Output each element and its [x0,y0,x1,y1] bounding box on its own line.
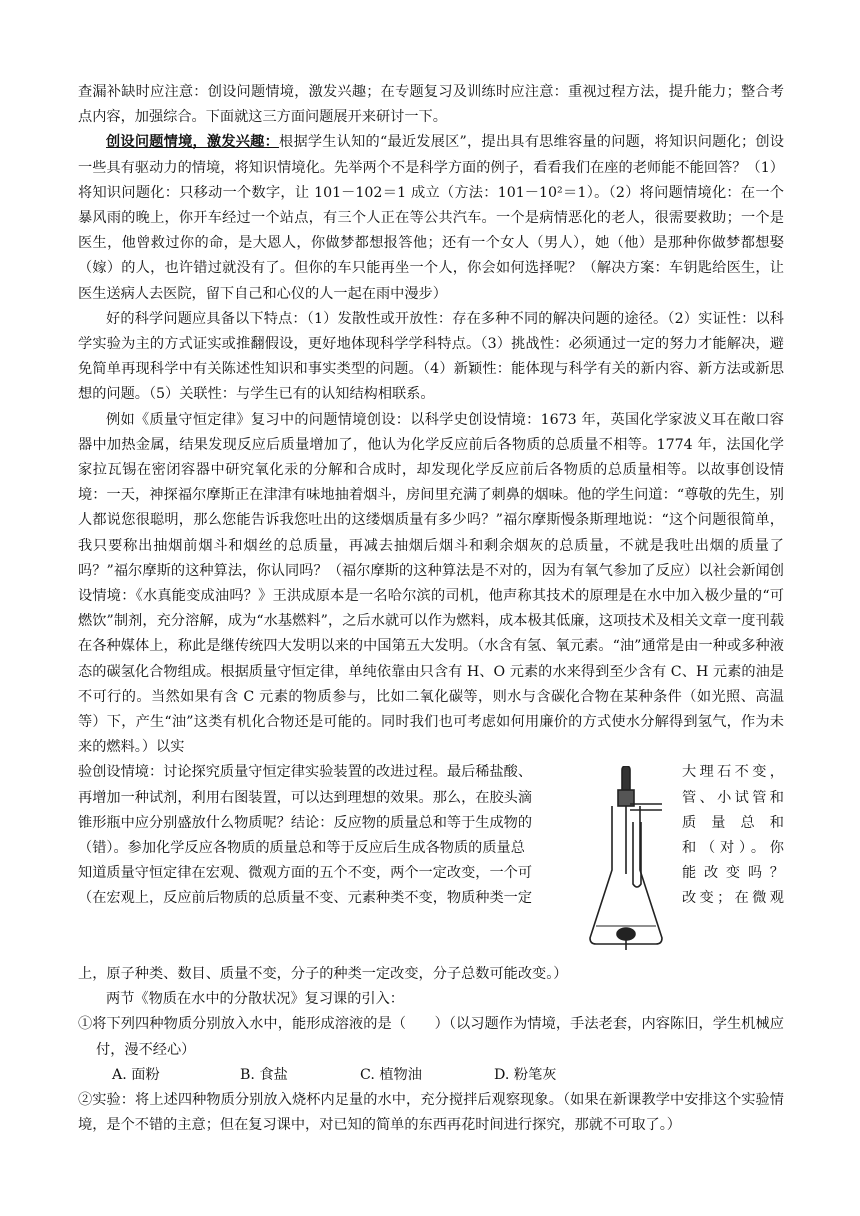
question-item-2: ②实验：将上述四种物质分别放入烧杯内足量的水中，充分搅拌后观察现象。（如果在新课教学中安排这个实验情境，是个不错的主意；但在复习课中，对已知的简单的东西再花时间进行探究，那就不可取了。） [78,1092,784,1134]
section-heading: 创设问题情境，激发兴趣： [106,134,280,151]
wrap-right-line: 大理石不变， [682,764,784,781]
wrap-right-line: 管、小试管和 [682,789,784,806]
option-a: A. 面粉 [112,1066,160,1083]
wrap-left-line: 锥形瓶中应分别盛放什么物质呢？结论：反应物的质量总和等于生成物的 [78,814,533,831]
question-item-1: ①将下列四种物质分别放入水中，能形成溶液的是（ ）（以习题作为情境，手法老套，内容陈旧，学生机械应付，漫不经心） [78,1016,784,1058]
option-c: C. 植物油 [360,1066,422,1083]
wrap-left-column [78,760,608,911]
wrap-left-line: 验创设情境：讨论探究质量守恒定律实验装置的改进过程。最后稀盐酸、 [78,764,533,781]
paragraph-intro: 查漏补缺时应注意：创设问题情境，激发兴趣；在专题复习及训练时应注意：重视过程方法，提升能力；整合考点内容，加强综合。下面就这三方面问题展开来研讨一下。 [78,84,784,126]
wrap-right-column [682,760,784,911]
paragraph-problem-situation [78,130,784,306]
wrap-left-line: （在宏观上，反应前后物质的总质量不变、元素种类不变，物质种类一定 [78,890,533,907]
dropper-bulb [622,766,630,790]
paragraph-example: 例如《质量守恒定律》复习中的问题情境创设：以科学史创设情境：1673 年，英国化学家波义耳在敞口容器中加热金属，结果发现反应后质量增加了，他认为化学反应前后各物质的总质量不相等。1774 年，法国化学家拉瓦锡在密闭容器中研究氧化汞的分解和合成时，却发现化学反应前后各物质的总质量相等。以故事创设情境：一天，神探福尔摩斯正在津津有味地抽着烟斗，房间里充满了刺鼻的烟味。他的学生问道：“尊敬的先生，别人都说您很聪明，那么您能告诉我您吐出的这缕烟质量有多少吗？”福尔摩斯慢条斯理地说：“这个问题很简单，我只要称出抽烟前烟斗和烟丝的总质量，再减去抽烟后烟斗和剩余烟灰的总质量，不就是我吐出烟的质量了吗？”福尔摩斯的这种算法，你认同吗？（福尔摩斯的这种算法是不对的，因为有氧气参加了反应）以社会新闻创设情境：《水真能变成油吗？》王洪成原本是一名哈尔滨的司机，他声称其技术的原理是在水中加入极少量的“可燃饮”制剂，充分溶解，成为“水基燃料”，之后水就可以作为燃料，成本极其低廉，这项技术及相关文章一度刊载在各种媒体上，称此是继传统四大发明以来的中国第五大发明。（水含有氢、氧元素。“油”通常是由一种或多种液态的碳氢化合物组成。根据质量守恒定律，单纯依靠由只含有 H、O 元素的水来得到至少含有 C、H 元素的油是不可行的。当然如果有含 C 元素的物质参与，比如二氧化碳等，则水与含碳化合物在某种条件（如光照、高温等）下，产生“油”这类有机化合物还是可能的。同时我们也可考虑如何用廉价的方式使水分解得到氢气，作为未来的燃料。）以实 [78,411,784,756]
paragraph-body: 根据学生认知的“最近发展区”，提出具有思维容量的问题，将知识问题化；创设一些具有驱动力的情境，将知识情境化。先举两个不是科学方面的例子，看看我们在座的老师能不能回答？（1）将知识问题化：只移动一个数字，让 101－102＝1 成立（方法：101－10²＝1）。（2）将问题情境化：在一个暴风雨的晚上，你开车经过一个站点，有三个人正在等公共汽车。一个是病情恶化的老人，很需要救助；一个是医生，他曾救过你的命，是大恩人，你做梦都想报答他；还有一个女人（男人），她（他）是那种你做梦都想娶（嫁）的人，也许错过就没有了。但你的车只能再坐一个人，你会如何选择呢？（解决方案：车钥匙给医生，让医生送病人去医院，留下自己和心仪的人一起在雨中漫步） [78,134,784,302]
document-page [78,80,784,1139]
wrap-left-line: 知道质量守恒定律在宏观、微观方面的五个不变，两个一定改变，一个可 [78,865,533,882]
wrap-right-line: 质 量 总 和 [682,814,784,831]
option-b: B. 食盐 [240,1066,288,1083]
wrap-left-line: （错）。参加化学反应各物质的质量总和等于反应后生成各物质的质量总 [78,840,525,857]
answer-options [78,1063,784,1088]
lesson-intro-heading: 两节《物质在水中的分散状况》复习课的引入： [106,991,404,1008]
wrap-right-line: 改变；在微观 [682,890,784,907]
wrap-right-line: 能 改 变 吗 ？ [682,865,784,882]
flask-apparatus-figure [586,766,666,954]
wrap-right-line: 和（对）。你 [682,840,784,857]
paragraph-features: 好的科学问题应具备以下特点：（1）发散性或开放性：存在多种不同的解决问题的途径。（2）实证性：以科学实验为主的方式证实或推翻假设，更好地体现科学学科特点。（3）挑战性：必须通过一定的努力才能解决，避免简单再现科学中有关陈述性知识和事实类型的问题。（4）新颖性：能体现与科学有关的新内容、新方法或新思想的问题。（5）关联性：与学生已有的认知结构相联系。 [78,310,784,403]
option-d: D. 粉笔灰 [494,1066,557,1083]
wrap-tail-line: 上，原子种类、数目、质量不变，分子的种类一定改变，分子总数可能改变。） [78,966,568,983]
wrap-left-line: 再增加一种试剂，利用右图装置，可以达到理想的效果。那么，在胶头滴 [78,789,533,806]
text-wrap-with-figure [78,760,784,962]
